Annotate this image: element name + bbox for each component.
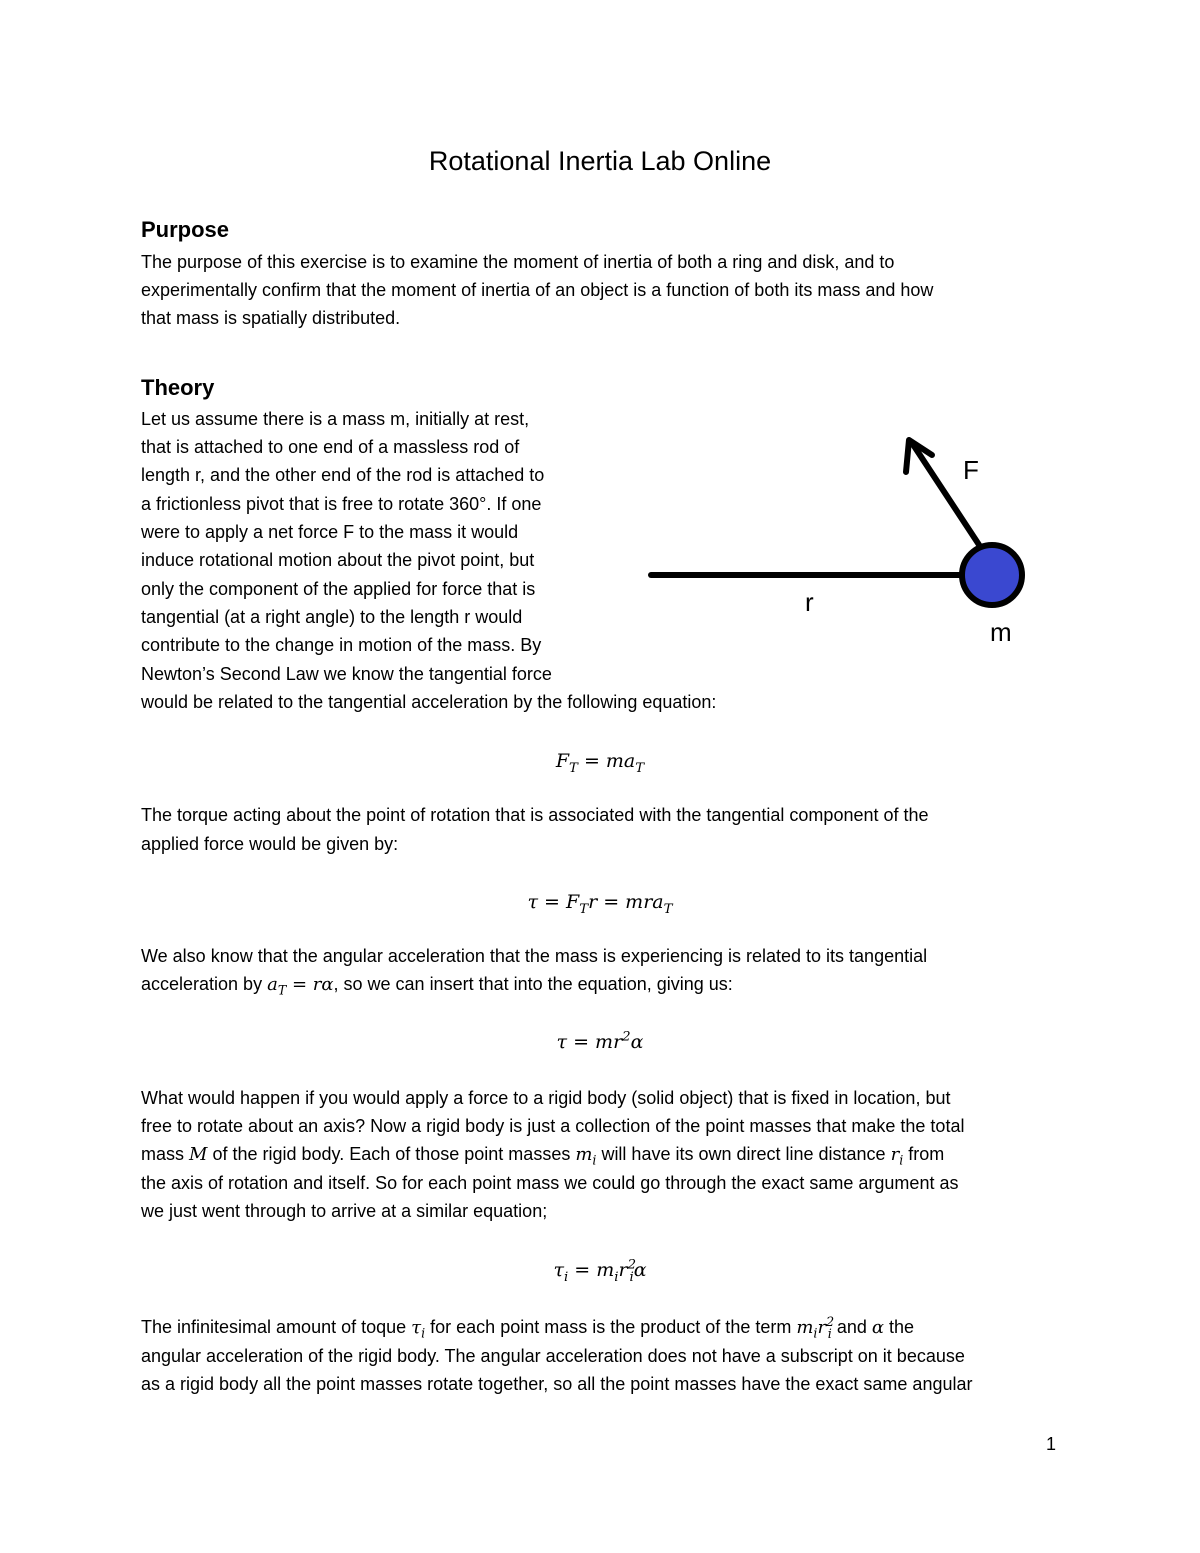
equation-torque-alpha: $\tau = mr^2\alpha$ — [556, 1029, 644, 1053]
purpose-line-2: experimentally confirm that the moment of inertia of an object is a function of both its mass and how — [141, 280, 934, 300]
theory-intro-line-7: only the component of the applied for force that is — [141, 579, 536, 599]
equation-point-mass-torque: $\tau_i = m_ir^2_i\alpha$ — [553, 1257, 647, 1285]
torque-line-2: applied force would be given by: — [141, 834, 399, 854]
equation-torque: $\tau = F_Tr = mra_T$ — [527, 891, 673, 917]
point-mass — [962, 545, 1022, 605]
rigid-line-3: mass M of the rigid body. Each of those point masses $m_i$ will have its own direct line distance $r_i$ from — [141, 1144, 945, 1168]
theory-intro-line-6: induce rotational motion about the pivot point, but — [141, 550, 535, 570]
theory-heading: Theory — [141, 375, 215, 400]
rigid-line-5: we just went through to arrive at a similar equation; — [141, 1201, 548, 1221]
theory-intro-line-3: length r, and the other end of the rod is attached to — [141, 465, 545, 485]
torque-line-1: The torque acting about the point of rotation that is associated with the tangential component of the — [141, 805, 929, 825]
rigid-line-2: free to rotate about an axis? Now a rigid body is just a collection of the point masses that make the total — [141, 1116, 965, 1136]
infinitesimal-line-1: The infinitesimal amount of toque $\tau_i$ for each point mass is the product of the term $m_ir^2_i$ and α the — [141, 1314, 915, 1341]
rigid-line-1: What would happen if you would apply a force to a rigid body (solid object) that is fixed in location, but — [141, 1088, 951, 1108]
theory-intro-line-10: Newton’s Second Law we know the tangential force — [141, 664, 552, 684]
angular-line-1: We also know that the angular acceleration that the mass is experiencing is related to its tangential — [141, 946, 928, 966]
purpose-heading: Purpose — [141, 217, 230, 242]
page-title: Rotational Inertia Lab Online — [428, 146, 772, 176]
rigid-line-4: the axis of rotation and itself. So for each point mass we could go through the exact same argument as — [141, 1173, 959, 1193]
purpose-line-1: The purpose of this exercise is to examine the moment of inertia of both a ring and disk, and to — [141, 252, 895, 272]
page-number: 1 — [1046, 1434, 1057, 1454]
purpose-line-3: that mass is spatially distributed. — [141, 308, 401, 328]
mass-label: m — [990, 617, 1012, 647]
theory-intro-line-1: Let us assume there is a mass m, initially at rest, — [141, 409, 530, 429]
infinitesimal-line-2: angular acceleration of the rigid body. The angular acceleration does not have a subscript on it because — [141, 1346, 965, 1366]
theory-intro-line-11: would be related to the tangential acceleration by the following equation: — [141, 692, 717, 712]
theory-intro-line-8: tangential (at a right angle) to the length r would — [141, 607, 523, 627]
length-label: r — [805, 587, 814, 617]
theory-intro-line-2: that is attached to one end of a massless rod of — [141, 437, 520, 457]
theory-intro-line-5: were to apply a net force F to the mass it would — [141, 522, 519, 542]
force-label: F — [963, 455, 979, 485]
theory-intro-line-4: a frictionless pivot that is free to rotate 360°. If one — [141, 494, 542, 514]
infinitesimal-line-3: as a rigid body all the point masses rotate together, so all the point masses have the exact same angular — [141, 1374, 973, 1394]
theory-intro-line-9: contribute to the change in motion of the mass. By — [141, 635, 542, 655]
angular-line-2: acceleration by $a_T = r\alpha$, so we can insert that into the equation, giving us: — [141, 974, 733, 998]
equation-tangential-force: $F_T = ma_T$ — [555, 750, 645, 776]
force-diagram — [630, 420, 1050, 660]
